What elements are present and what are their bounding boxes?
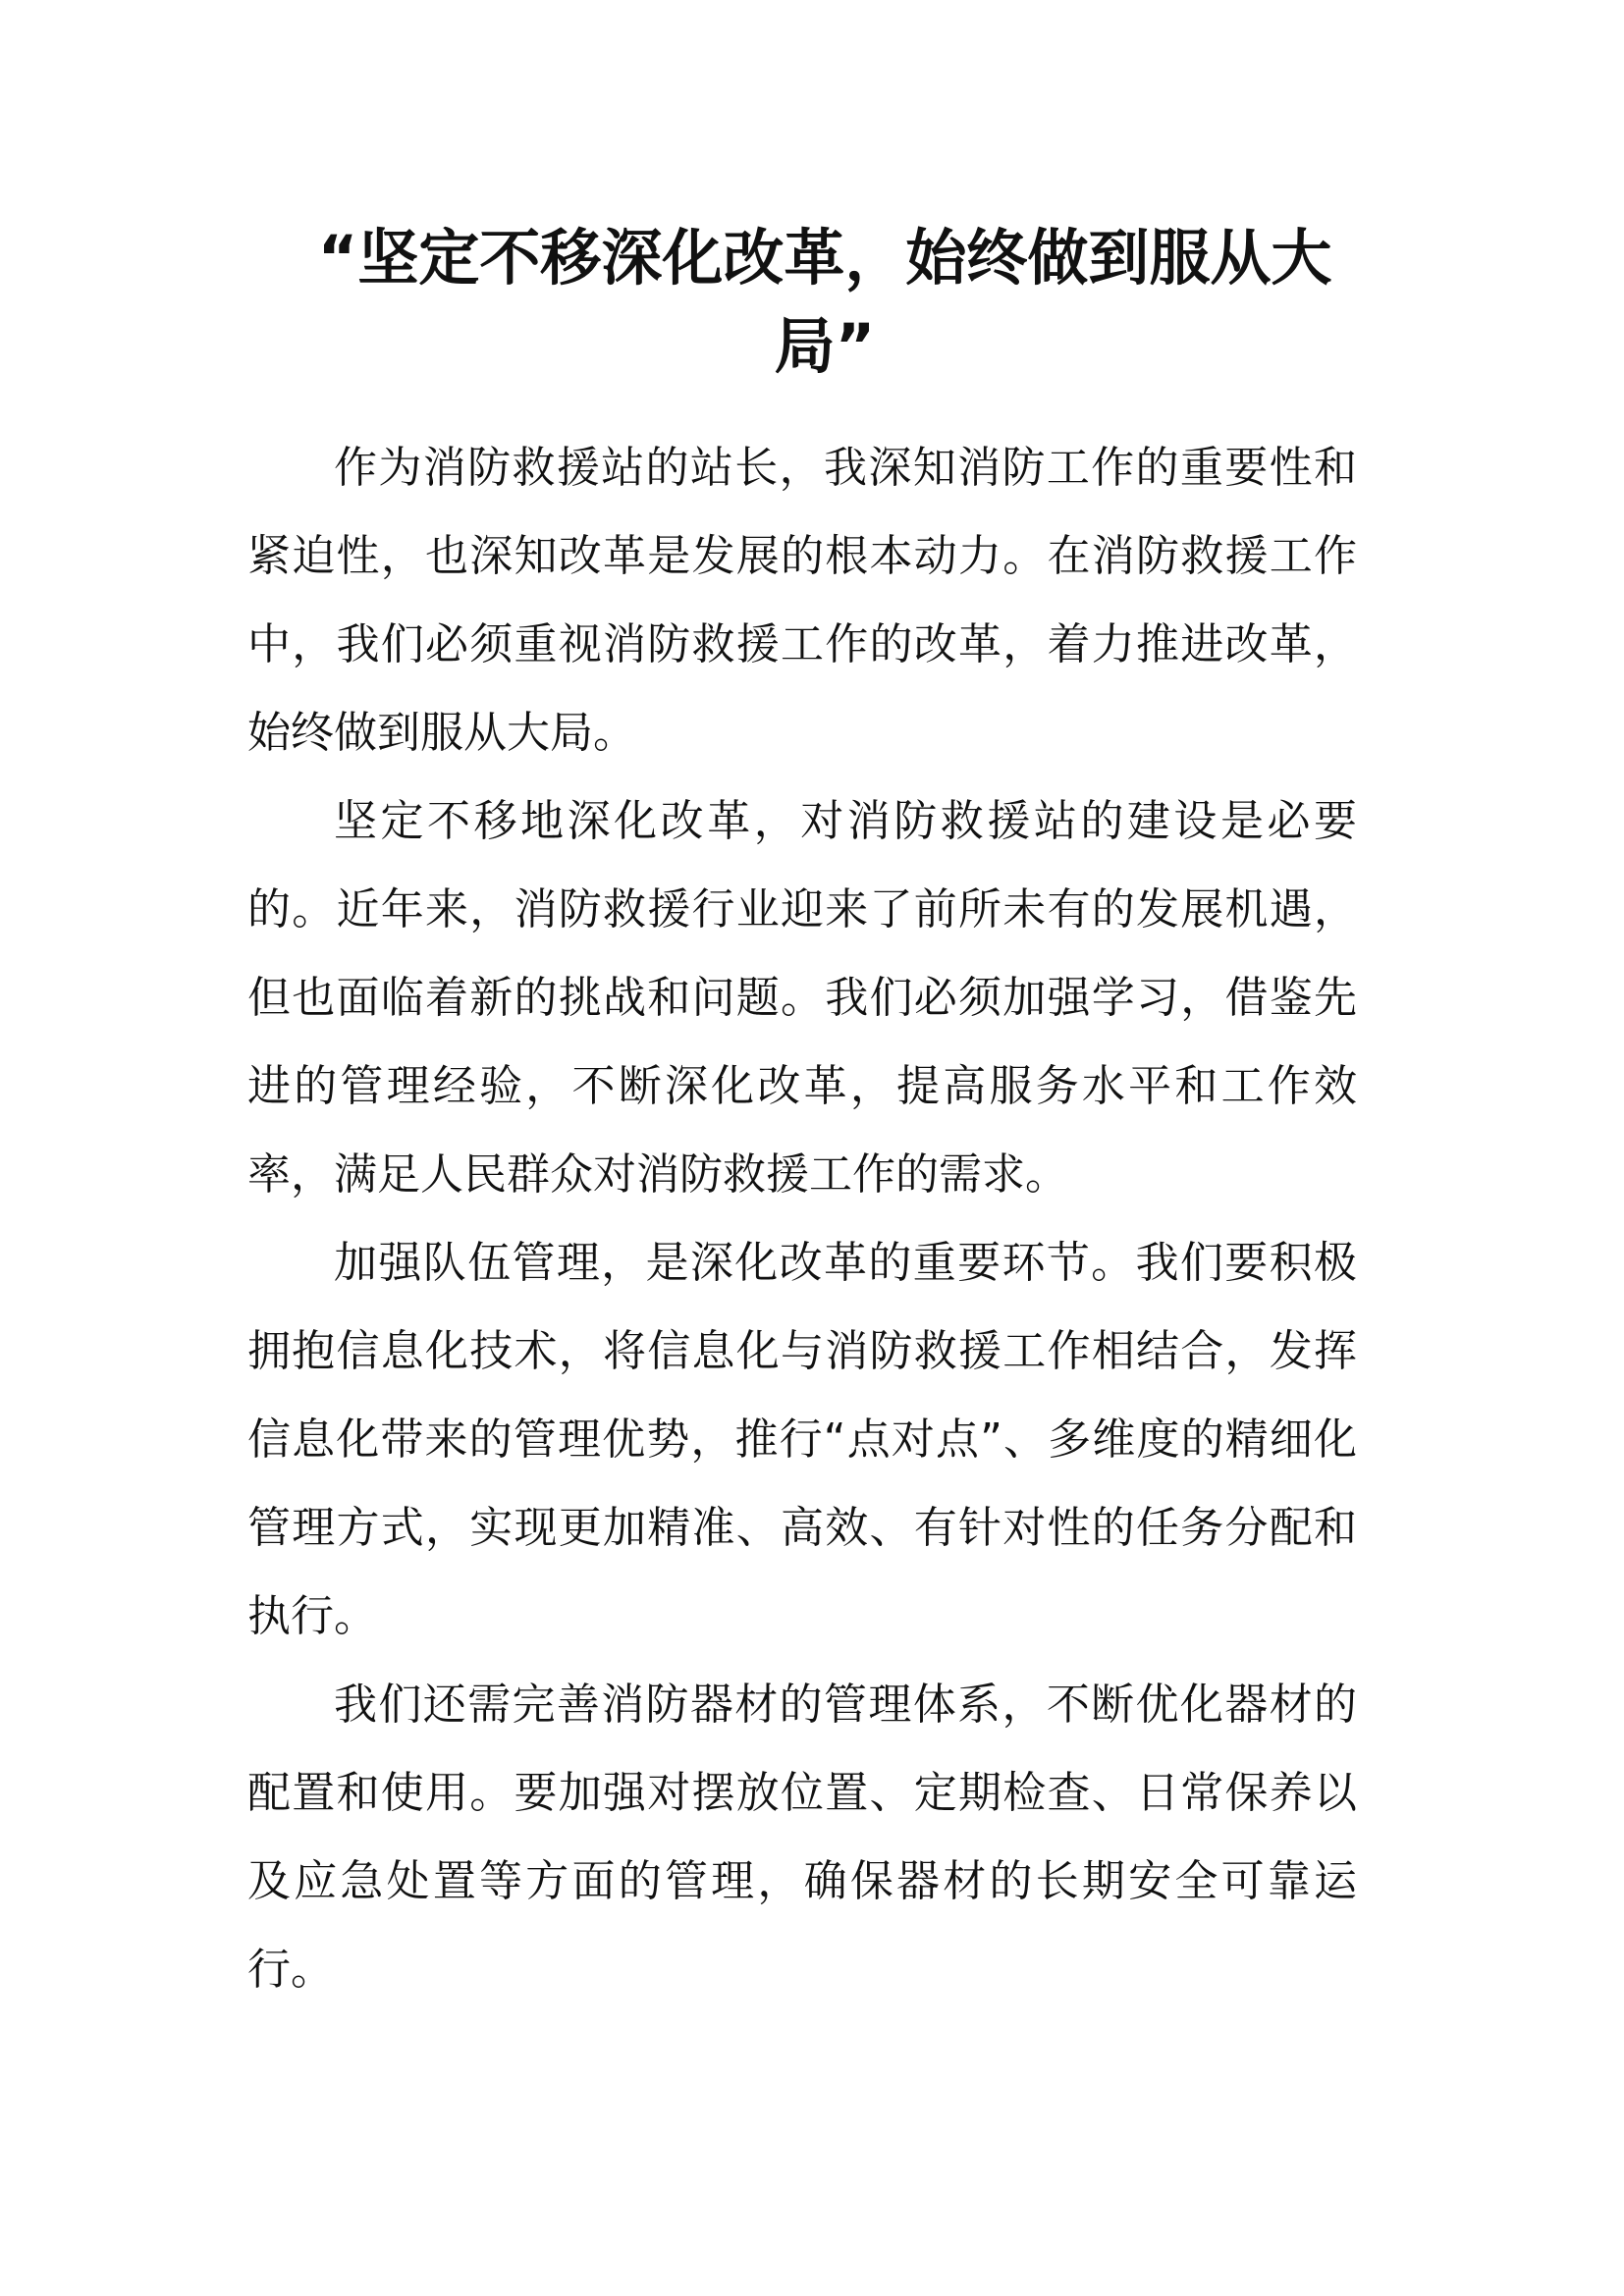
paragraph-1: 作为消防救援站的站长，我深知消防工作的重要性和紧迫性，也深知改革是发展的根本动力。在消防救援工作中，我们必须重视消防救援工作的改革，着力推进改革，始终做到服从大局。 bbox=[247, 443, 1357, 758]
paragraph-4: 我们还需完善消防器材的管理体系，不断优化器材的配置和使用。要加强对摆放位置、定期检查、日常保养以及应急处置等方面的管理，确保器材的长期安全可靠运行。 bbox=[247, 1680, 1357, 1995]
document-body bbox=[247, 424, 1357, 2014]
paragraph-2: 坚定不移地深化改革，对消防救援站的建设是必要的。近年来，消防救援行业迎来了前所未有的发展机遇，但也面临着新的挑战和问题。我们必须加强学习，借鉴先进的管理经验，不断深化改革，提高服务水平和工作效率，满足人民群众对消防救援工作的需求。 bbox=[247, 796, 1357, 1200]
document-title: “坚定不移深化改革，始终做到服从大局” bbox=[317, 222, 1332, 382]
paragraph-3: 加强队伍管理，是深化改革的重要环节。我们要积极拥抱信息化技术，将信息化与消防救援工作相结合，发挥信息化带来的管理优势，推行“点对点”、多维度的精细化管理方式，实现更加精准、高效、有针对性的任务分配和执行。 bbox=[247, 1238, 1357, 1641]
